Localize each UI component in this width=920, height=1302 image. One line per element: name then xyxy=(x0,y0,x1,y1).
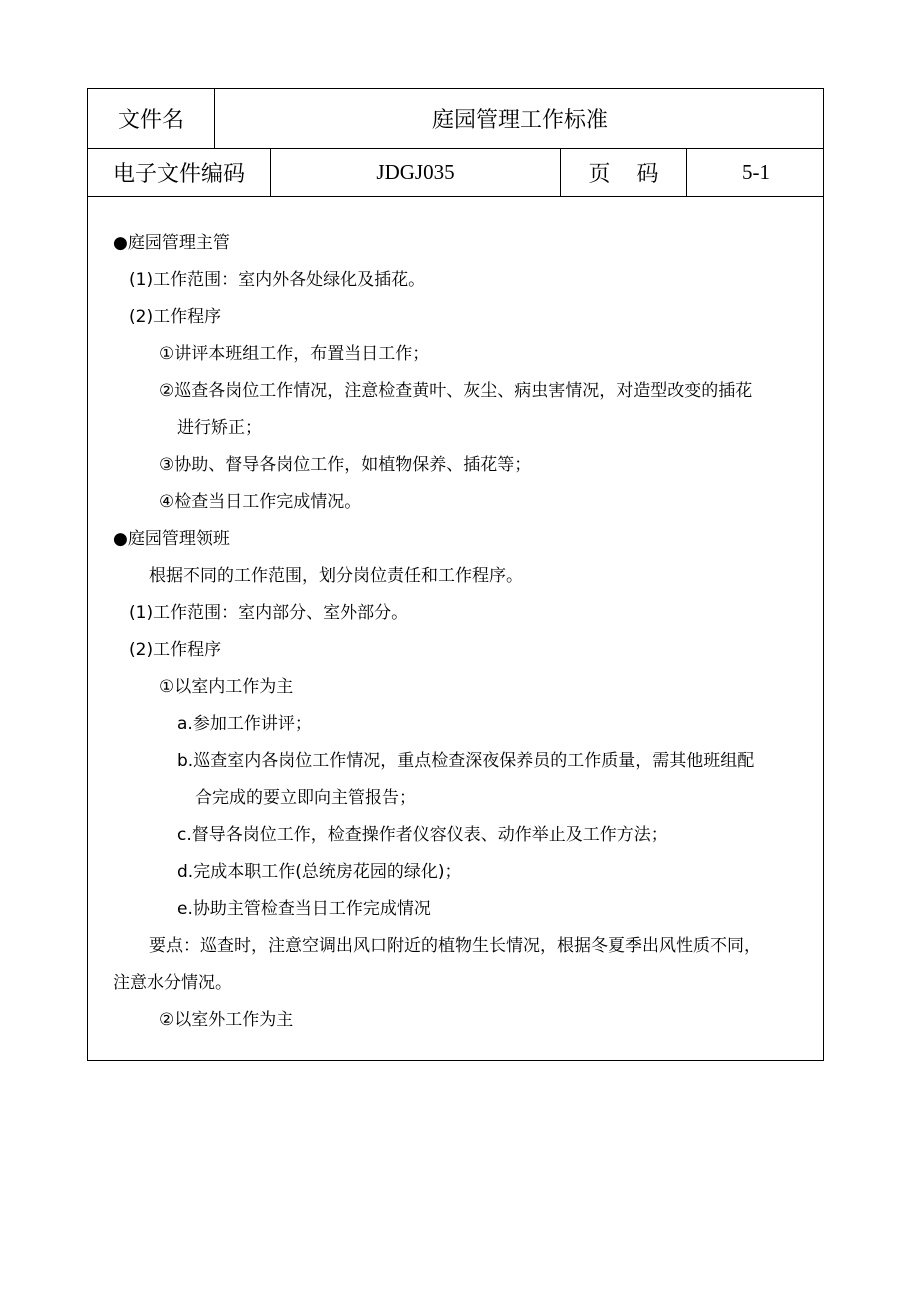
paragraph-line: (2)工作程序 xyxy=(129,307,222,327)
document-title: 庭园管理工作标准 xyxy=(431,108,608,133)
paragraph-line: 根据不同的工作范围，划分岗位责任和工作程序。 xyxy=(149,566,523,586)
sub-list-item: c.督导各岗位工作，检查操作者仪容仪表、动作举止及工作方法； xyxy=(177,825,668,845)
list-item: ②巡查各岗位工作情况，注意检查黄叶、灰尘、病虫害情况，对造型改变的插花 xyxy=(159,381,753,401)
paragraph-line: (2)工作程序 xyxy=(129,640,222,660)
code-label: 电子文件编码 xyxy=(88,149,271,196)
list-item: ①以室内工作为主 xyxy=(159,677,294,697)
page-label-cell xyxy=(561,149,687,196)
list-item-continuation: 进行矫正； xyxy=(177,418,262,438)
section-heading-leader: ●庭园管理领班 xyxy=(113,529,230,549)
key-point-line: 要点：巡查时，注意空调出风口附近的植物生长情况，根据冬夏季出风性质不同， xyxy=(149,936,761,956)
sub-list-item: e.协助主管检查当日工作完成情况 xyxy=(177,899,431,919)
list-item: ①讲评本班组工作，布置当日工作； xyxy=(159,344,430,364)
header-row-2 xyxy=(88,149,823,197)
list-item: ④检查当日工作完成情况。 xyxy=(159,492,362,512)
page-label: 页码 xyxy=(588,162,685,187)
sub-list-item-continuation: 合完成的要立即向主管报告； xyxy=(195,788,416,808)
sub-list-item: b.巡查室内各岗位工作情况，重点检查深夜保养员的工作质量，需其他班组配 xyxy=(177,751,755,771)
header-row-1 xyxy=(88,89,823,149)
key-point-continuation: 注意水分情况。 xyxy=(113,973,232,993)
section-heading-supervisor: ●庭园管理主管 xyxy=(113,233,230,253)
file-name-label: 文件名 xyxy=(88,89,215,148)
document-frame xyxy=(87,88,824,1061)
sub-list-item: d.完成本职工作(总统房花园的绿化)； xyxy=(177,862,462,882)
list-item: ②以室外工作为主 xyxy=(159,1010,294,1030)
sub-list-item: a.参加工作讲评； xyxy=(177,714,312,734)
code-value: JDGJ035 xyxy=(271,149,561,196)
page-value: 5-1 xyxy=(742,160,770,184)
paragraph-line: (1)工作范围：室内外各处绿化及插花。 xyxy=(129,270,426,290)
paragraph-line: (1)工作范围：室内部分、室外部分。 xyxy=(129,603,409,623)
list-item: ③协助、督导各岗位工作，如植物保养、插花等； xyxy=(159,455,532,475)
